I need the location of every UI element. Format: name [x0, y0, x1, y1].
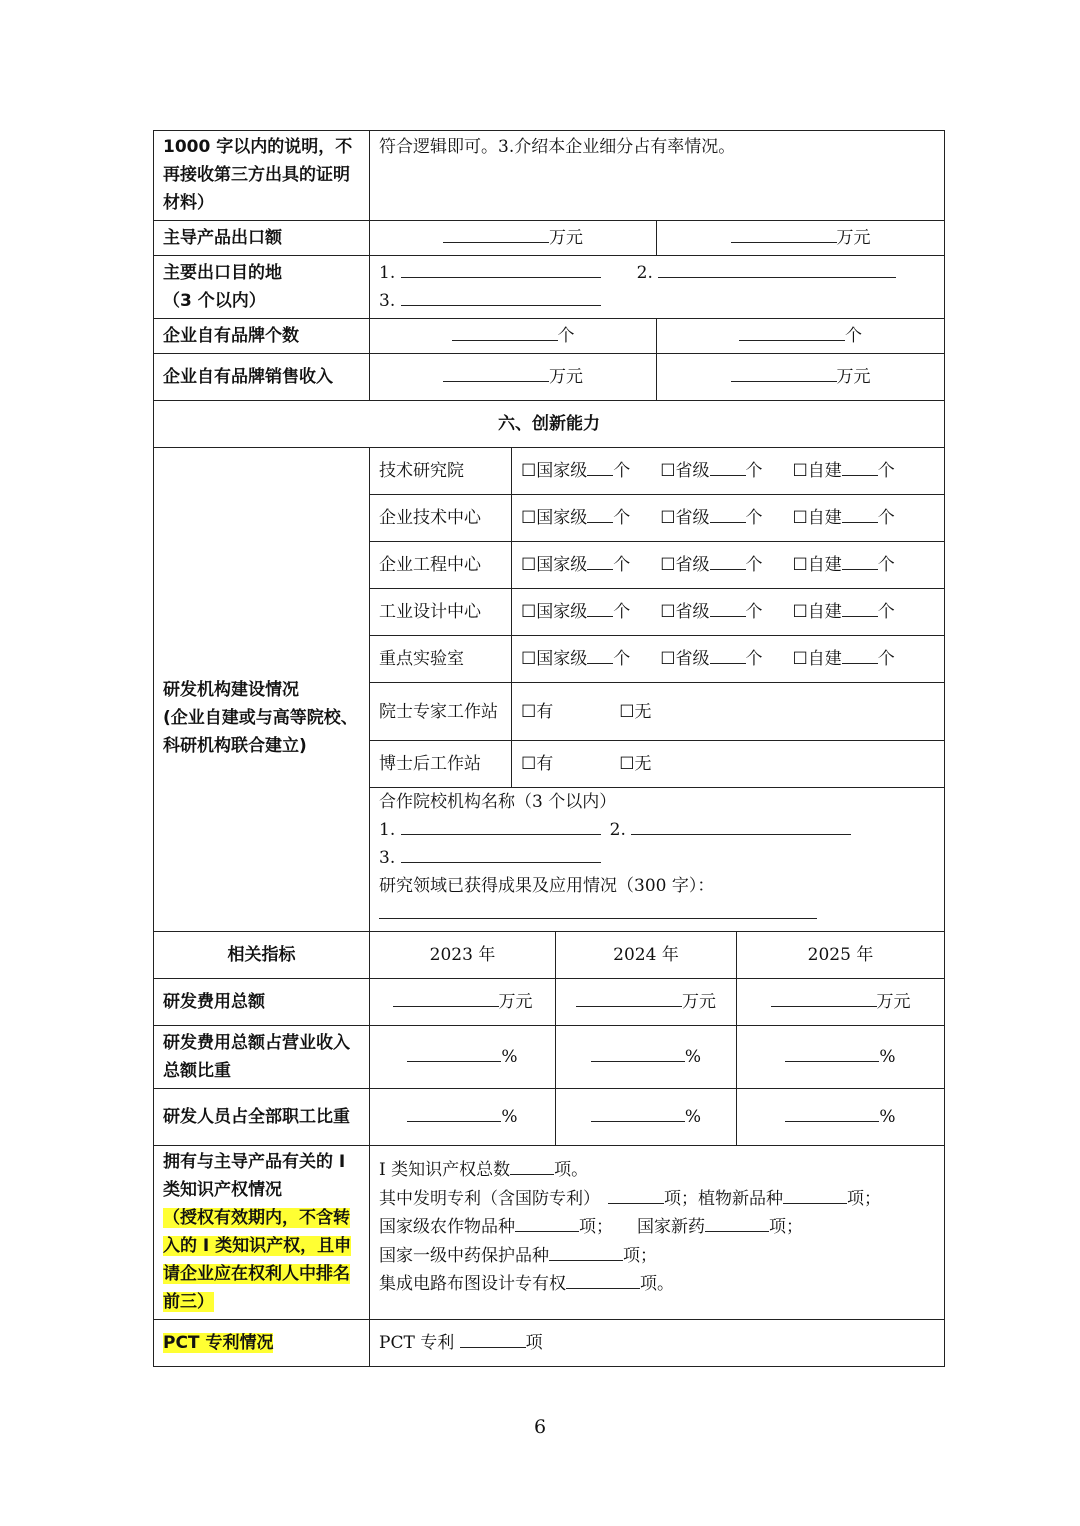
unit-label: 个 [877, 461, 895, 481]
institute-options[interactable] [512, 636, 945, 683]
checkbox-provincial[interactable]: ☐省级 [660, 555, 710, 575]
destination-row [154, 256, 945, 319]
unit-label: % [501, 1047, 518, 1067]
unit-label: % [501, 1107, 518, 1127]
checkbox-provincial[interactable]: ☐省级 [660, 649, 710, 669]
checkbox-yes[interactable]: ☐有 [521, 754, 554, 774]
postdoc-options[interactable] [512, 741, 945, 788]
unit-label: % [684, 1047, 702, 1067]
unit-label: 个 [745, 649, 763, 669]
rd-label-line2: (企业自建或与高等院校、科研机构联合建立) [163, 708, 358, 756]
rd-total-row [154, 979, 945, 1026]
unit-label: 个 [877, 602, 895, 622]
rd-label-line1: 研发机构建设情况 [163, 680, 299, 700]
item-number: 2. [636, 263, 653, 283]
staff-ratio-2024[interactable] [556, 1089, 737, 1146]
brand-count-label: 企业自有品牌个数 [154, 319, 370, 354]
unit-label: 个 [613, 461, 631, 481]
institute-name: 工业设计中心 [370, 589, 512, 636]
brand-sales-field-2[interactable] [657, 354, 945, 401]
brand-sales-field-1[interactable] [370, 354, 657, 401]
unit-label: 项； [579, 1217, 613, 1237]
unit-label: 万元 [549, 367, 583, 387]
checkbox-no[interactable]: ☐无 [619, 754, 652, 774]
staff-ratio-2025[interactable] [737, 1089, 945, 1146]
unit-label: 万元 [549, 228, 583, 248]
unit-label: 万元 [836, 228, 871, 248]
unit-label: 个 [877, 649, 895, 669]
item-number: 3. [379, 848, 396, 868]
year-2025: 2025 年 [737, 932, 945, 979]
checkbox-national[interactable]: ☐国家级 [521, 602, 588, 622]
application-form-table [153, 130, 945, 1367]
results-title: 研究领域已获得成果及应用情况（300 字）： [379, 876, 715, 896]
plant-label: 项；植物新品种 [664, 1188, 783, 1209]
academician-label: 院士专家工作站 [370, 683, 512, 741]
institute-options[interactable] [512, 589, 945, 636]
ip-details[interactable] [370, 1146, 945, 1320]
staff-ratio-2023[interactable] [370, 1089, 556, 1146]
unit-label: 个 [845, 326, 862, 346]
institute-name: 企业工程中心 [370, 542, 512, 589]
tcm-label: 国家一级中药保护品种 [379, 1245, 549, 1266]
checkbox-national[interactable]: ☐国家级 [521, 461, 588, 481]
unit-label: % [879, 1047, 896, 1067]
export-field-2[interactable] [657, 221, 945, 256]
ip-label-main: 拥有与主导产品有关的 I 类知识产权情况 [163, 1152, 346, 1200]
unit-label: 个 [745, 508, 763, 528]
destination-label-line2: （3 个以内） [163, 291, 266, 311]
invention-label: 其中发明专利（含国防专利） [379, 1188, 600, 1209]
postdoc-label: 博士后工作站 [370, 741, 512, 788]
brand-sales-row [154, 354, 945, 401]
drug-label: 国家新药 [637, 1217, 705, 1237]
year-2024: 2024 年 [556, 932, 737, 979]
rd-total-2023[interactable] [370, 979, 556, 1026]
brand-count-row [154, 319, 945, 354]
unit-label: 项； [847, 1188, 881, 1209]
unit-label: 个 [745, 555, 763, 575]
staff-ratio-row [154, 1089, 945, 1146]
unit-label: 万元 [682, 992, 716, 1012]
rd-total-2025[interactable] [737, 979, 945, 1026]
pct-field[interactable] [370, 1320, 945, 1367]
ip-row [154, 1146, 945, 1320]
checkbox-yes[interactable]: ☐有 [521, 701, 554, 722]
pct-row [154, 1320, 945, 1367]
ip-total-label: I 类知识产权总数 [379, 1160, 511, 1180]
destination-label-line1: 主要出口目的地 [163, 263, 282, 283]
unit-label: 个 [613, 602, 631, 622]
brand-count-field-2[interactable] [657, 319, 945, 354]
rd-ratio-2025[interactable] [737, 1026, 945, 1089]
indicator-header-row [154, 932, 945, 979]
unit-label: 个 [745, 461, 763, 481]
staff-ratio-label: 研发人员占全部职工比重 [154, 1089, 370, 1146]
checkbox-national[interactable]: ☐国家级 [521, 555, 588, 575]
unit-label: 项； [769, 1217, 803, 1237]
unit-label: 万元 [836, 367, 871, 387]
page-number: 6 [533, 1416, 547, 1438]
section-row [154, 401, 945, 448]
academician-options[interactable] [512, 683, 945, 741]
unit-label: 个 [877, 508, 895, 528]
note-text: 符合逻辑即可。3.介绍本企业细分占有率情况。 [370, 131, 945, 221]
ic-label: 集成电路布图设计专有权 [379, 1274, 566, 1294]
unit-label: 项。 [554, 1160, 589, 1180]
item-number: 2. [609, 820, 626, 840]
unit-label: % [684, 1107, 702, 1127]
item-number: 3. [379, 291, 396, 311]
institute-row [154, 448, 945, 495]
institute-name: 企业技术中心 [370, 495, 512, 542]
rd-ratio-2024[interactable] [556, 1026, 737, 1089]
export-field-1[interactable] [370, 221, 657, 256]
brand-sales-label: 企业自有品牌销售收入 [154, 354, 370, 401]
indicator-header: 相关指标 [154, 932, 370, 979]
year-2023: 2023 年 [370, 932, 556, 979]
item-number: 1. [379, 263, 396, 283]
cooperation-cell[interactable] [370, 788, 945, 932]
pct-label-text: PCT 专利情况 [163, 1333, 274, 1353]
checkbox-provincial[interactable]: ☐省级 [660, 508, 710, 528]
item-number: 1. [379, 820, 396, 840]
note-row [154, 131, 945, 221]
checkbox-self[interactable]: ☐自建 [792, 508, 842, 528]
rd-ratio-label: 研发费用总额占营业收入总额比重 [154, 1026, 370, 1089]
checkbox-self[interactable]: ☐自建 [792, 461, 842, 481]
export-label: 主导产品出口额 [154, 221, 370, 256]
ip-label [154, 1146, 370, 1320]
checkbox-self[interactable]: ☐自建 [792, 602, 842, 622]
note-label: 1000 字以内的说明，不再接收第三方出具的证明材料） [154, 131, 370, 221]
cooperation-title: 合作院校机构名称（3 个以内） [379, 792, 617, 812]
ip-label-highlight: （授权有效期内，不含转入的 I 类知识产权，且申请企业应在权利人中排名前三） [163, 1208, 352, 1312]
checkbox-national[interactable]: ☐国家级 [521, 649, 588, 669]
institute-name: 技术研究院 [370, 448, 512, 495]
checkbox-no[interactable]: ☐无 [619, 701, 652, 722]
destination-label [154, 256, 370, 319]
institute-options[interactable] [512, 542, 945, 589]
unit-label: 个 [613, 649, 631, 669]
rd-total-2024[interactable] [556, 979, 737, 1026]
unit-label: 个 [877, 555, 895, 575]
checkbox-provincial[interactable]: ☐省级 [660, 602, 710, 622]
unit-label: 项； [623, 1245, 657, 1266]
rd-label [154, 448, 370, 932]
institute-options[interactable] [512, 448, 945, 495]
pct-label [154, 1320, 370, 1367]
institute-options[interactable] [512, 495, 945, 542]
crop-label: 国家级农作物品种 [379, 1217, 515, 1237]
unit-label: 项 [525, 1333, 543, 1353]
unit-label: 个 [745, 602, 763, 622]
institute-name: 重点实验室 [370, 636, 512, 683]
checkbox-national[interactable]: ☐国家级 [521, 508, 588, 528]
brand-count-field-1[interactable] [370, 319, 657, 354]
unit-label: 万元 [498, 992, 533, 1012]
section-title: 六、创新能力 [154, 401, 945, 448]
unit-label: 项。 [640, 1274, 674, 1294]
checkbox-provincial[interactable]: ☐省级 [660, 461, 710, 481]
rd-ratio-row [154, 1026, 945, 1089]
export-row [154, 221, 945, 256]
rd-total-label: 研发费用总额 [154, 979, 370, 1026]
rd-ratio-2023[interactable] [370, 1026, 556, 1089]
checkbox-self[interactable]: ☐自建 [792, 555, 842, 575]
unit-label: 个 [613, 508, 631, 528]
pct-text: PCT 专利 [379, 1333, 455, 1353]
destination-fields[interactable] [370, 256, 945, 319]
unit-label: % [879, 1107, 896, 1127]
unit-label: 个 [557, 326, 575, 346]
unit-label: 个 [613, 555, 631, 575]
unit-label: 万元 [876, 992, 911, 1012]
checkbox-self[interactable]: ☐自建 [792, 649, 842, 669]
